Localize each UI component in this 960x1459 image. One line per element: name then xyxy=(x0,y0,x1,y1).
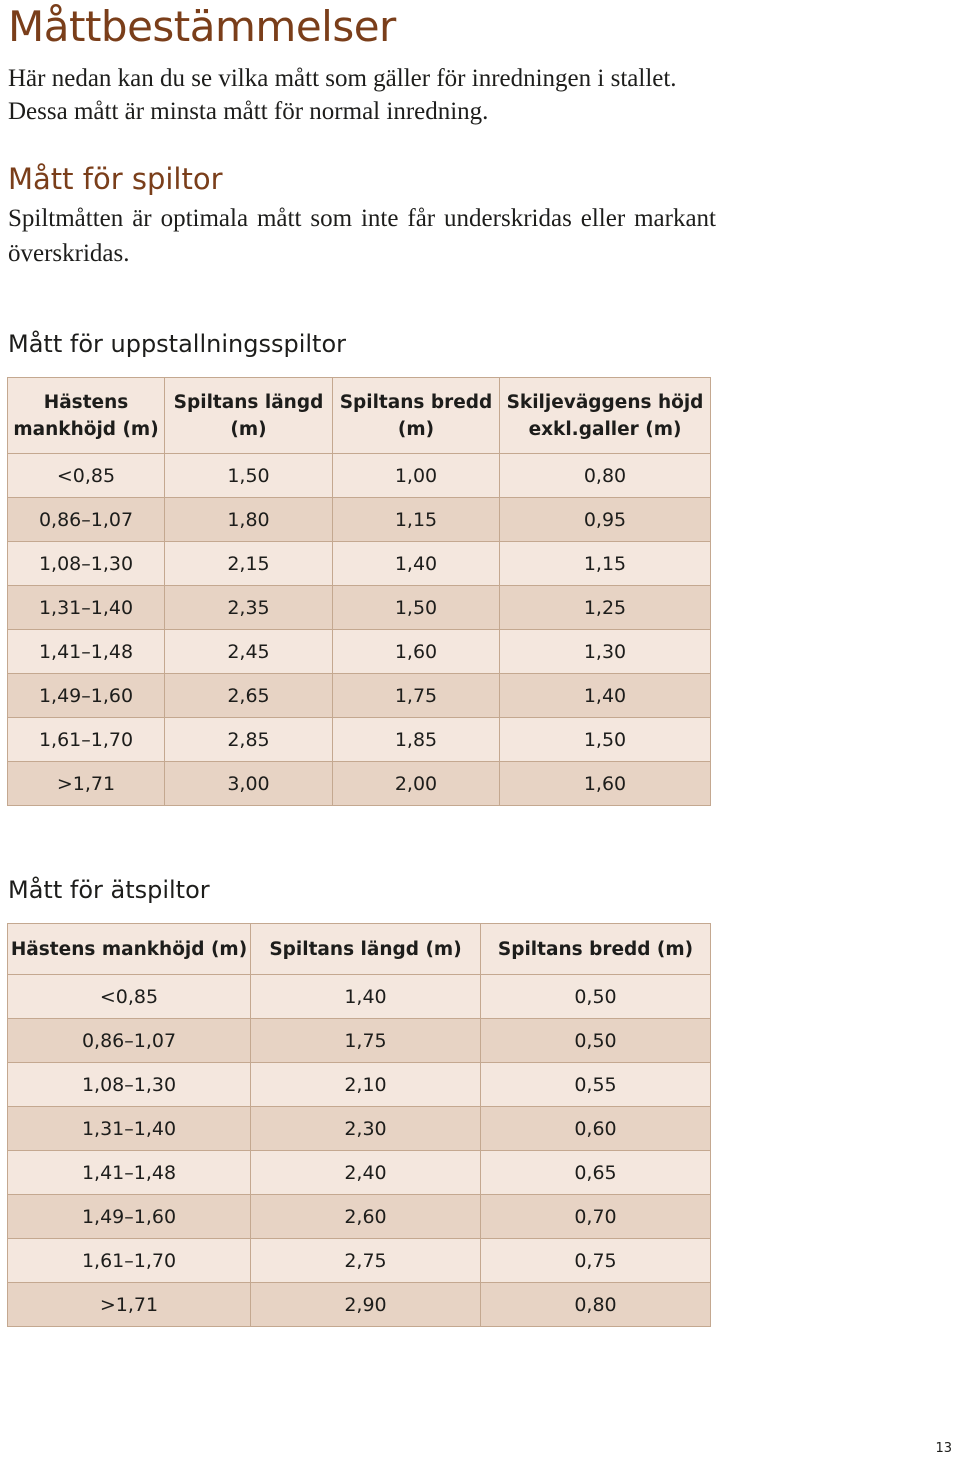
table-row xyxy=(8,1019,711,1063)
table-row xyxy=(8,630,711,674)
table-cell: 2,00 xyxy=(333,762,500,806)
table-row xyxy=(8,542,711,586)
table-cell: 1,40 xyxy=(251,975,481,1019)
table-cell: 1,50 xyxy=(500,718,711,762)
table-cell: 0,95 xyxy=(500,498,711,542)
table-cell: 2,30 xyxy=(251,1107,481,1151)
table-cell: 1,50 xyxy=(333,586,500,630)
table-cell: 2,65 xyxy=(165,674,333,718)
table-cell: 1,30 xyxy=(500,630,711,674)
table-cell: 0,50 xyxy=(481,975,711,1019)
table-cell: 0,75 xyxy=(481,1239,711,1283)
table-header-row xyxy=(8,924,711,975)
table-cell: 2,15 xyxy=(165,542,333,586)
table-row xyxy=(8,1063,711,1107)
table-cell: 1,15 xyxy=(333,498,500,542)
table-cell: <0,85 xyxy=(8,454,165,498)
header-bredd: Spiltans bredd (m) xyxy=(481,924,711,975)
table-cell: 1,49–1,60 xyxy=(8,1195,251,1239)
table-cell: 1,50 xyxy=(165,454,333,498)
table-row xyxy=(8,975,711,1019)
table-row xyxy=(8,498,711,542)
table-row xyxy=(8,586,711,630)
table-row xyxy=(8,1239,711,1283)
table-cell: 1,40 xyxy=(333,542,500,586)
table-cell: 1,25 xyxy=(500,586,711,630)
table-cell: 1,60 xyxy=(500,762,711,806)
table-cell: 1,08–1,30 xyxy=(8,1063,251,1107)
table-row xyxy=(8,454,711,498)
table-cell: 0,60 xyxy=(481,1107,711,1151)
table-cell: 0,86–1,07 xyxy=(8,498,165,542)
page-title: Måttbestämmelser xyxy=(8,2,396,51)
table-cell: >1,71 xyxy=(8,762,165,806)
table-cell: 1,75 xyxy=(333,674,500,718)
table-cell: 2,10 xyxy=(251,1063,481,1107)
intro-text: Här nedan kan du se vilka mått som gäller för inredningen i stallet. Dessa mått är minsta mått för normal inredning. xyxy=(8,65,677,125)
table-cell: 0,80 xyxy=(481,1283,711,1327)
table-cell: 1,00 xyxy=(333,454,500,498)
table-cell: 0,80 xyxy=(500,454,711,498)
table-cell: 2,85 xyxy=(165,718,333,762)
header-mankhojd: Hästens mankhöjd (m) xyxy=(8,924,251,975)
spiltor-heading: Mått för spiltor xyxy=(8,162,223,196)
table-cell: 2,45 xyxy=(165,630,333,674)
header-langd: Spiltans längd (m) xyxy=(251,924,481,975)
table-header-row xyxy=(8,378,711,454)
table-cell: 0,70 xyxy=(481,1195,711,1239)
table-cell: 3,00 xyxy=(165,762,333,806)
table-row xyxy=(8,1107,711,1151)
table-cell: 0,65 xyxy=(481,1151,711,1195)
table-cell: 2,40 xyxy=(251,1151,481,1195)
header-bredd: Spiltans bredd (m) xyxy=(333,378,500,454)
table-cell: 2,75 xyxy=(251,1239,481,1283)
atspiltor-table xyxy=(7,923,711,1327)
table-cell: >1,71 xyxy=(8,1283,251,1327)
atspiltor-body xyxy=(8,975,711,1327)
table-row xyxy=(8,674,711,718)
header-skiljevagg: Skiljeväggens höjd exkl.galler (m) xyxy=(500,378,711,454)
table-row xyxy=(8,762,711,806)
uppstallning-body xyxy=(8,454,711,806)
table-cell: 1,80 xyxy=(165,498,333,542)
header-mankhojd: Hästens mankhöjd (m) xyxy=(8,378,165,454)
table-cell: 1,31–1,40 xyxy=(8,1107,251,1151)
table-row xyxy=(8,1195,711,1239)
table-row xyxy=(8,718,711,762)
uppstallning-heading: Mått för uppstallningsspiltor xyxy=(8,330,346,358)
table-cell: 1,31–1,40 xyxy=(8,586,165,630)
atspiltor-heading: Mått för ätspiltor xyxy=(8,876,210,904)
table-cell: <0,85 xyxy=(8,975,251,1019)
table-cell: 2,90 xyxy=(251,1283,481,1327)
table-cell: 0,55 xyxy=(481,1063,711,1107)
table-cell: 1,41–1,48 xyxy=(8,630,165,674)
table-row xyxy=(8,1283,711,1327)
table-cell: 1,75 xyxy=(251,1019,481,1063)
header-langd: Spiltans längd (m) xyxy=(165,378,333,454)
table-cell: 1,85 xyxy=(333,718,500,762)
table-cell: 1,49–1,60 xyxy=(8,674,165,718)
table-cell: 1,41–1,48 xyxy=(8,1151,251,1195)
page-number: 13 xyxy=(935,1441,952,1456)
spiltor-text: Spiltmåtten är optimala mått som inte får underskridas eller markant överskridas. xyxy=(8,205,716,267)
table-cell: 1,61–1,70 xyxy=(8,1239,251,1283)
table-row xyxy=(8,1151,711,1195)
table-cell: 1,60 xyxy=(333,630,500,674)
table-cell: 2,35 xyxy=(165,586,333,630)
table-cell: 1,40 xyxy=(500,674,711,718)
uppstallning-table xyxy=(7,377,711,806)
table-cell: 2,60 xyxy=(251,1195,481,1239)
table-cell: 0,86–1,07 xyxy=(8,1019,251,1063)
table-cell: 1,08–1,30 xyxy=(8,542,165,586)
table-cell: 1,61–1,70 xyxy=(8,718,165,762)
table-cell: 1,15 xyxy=(500,542,711,586)
table-cell: 0,50 xyxy=(481,1019,711,1063)
